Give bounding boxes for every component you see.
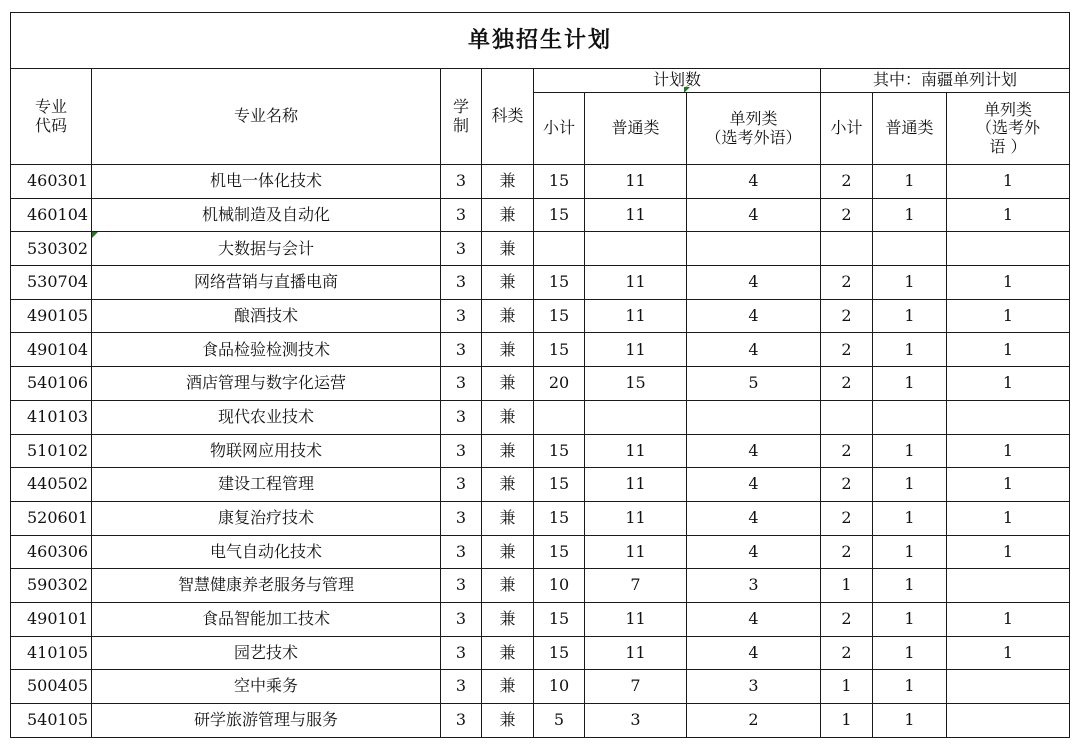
cell-code: 540106 <box>11 367 92 401</box>
cell-duration: 3 <box>441 198 482 232</box>
table-row <box>11 704 1070 738</box>
cell-duration: 3 <box>441 232 482 266</box>
cell-nj-separate <box>947 232 1070 266</box>
cell-duration: 3 <box>441 501 482 535</box>
cell-nj-separate: 1 <box>947 165 1070 199</box>
cell-category: 兼 <box>482 299 534 333</box>
cell-nj-separate: 1 <box>947 367 1070 401</box>
cell-nj-subtotal <box>821 232 873 266</box>
cell-category: 兼 <box>482 434 534 468</box>
header-plan-group <box>534 69 821 93</box>
cell-name: 空中乘务 <box>92 670 441 704</box>
cell-nj-separate: 1 <box>947 468 1070 502</box>
table-row <box>11 468 1070 502</box>
cell-name: 食品检验检测技术 <box>92 333 441 367</box>
cell-nj-subtotal <box>821 400 873 434</box>
cell-category: 兼 <box>482 636 534 670</box>
cell-duration: 3 <box>441 670 482 704</box>
cell-code: 500405 <box>11 670 92 704</box>
cell-nj-separate <box>947 704 1070 738</box>
cell-subtotal: 15 <box>534 535 585 569</box>
cell-nj-ordinary: 1 <box>873 468 947 502</box>
cell-duration: 3 <box>441 434 482 468</box>
cell-category: 兼 <box>482 670 534 704</box>
cell-separate: 3 <box>687 670 821 704</box>
cell-ordinary: 15 <box>585 367 687 401</box>
cell-separate: 2 <box>687 704 821 738</box>
cell-code: 410103 <box>11 400 92 434</box>
cell-duration: 3 <box>441 299 482 333</box>
cell-code: 460301 <box>11 165 92 199</box>
cell-ordinary <box>585 400 687 434</box>
cell-category: 兼 <box>482 198 534 232</box>
table-row <box>11 670 1070 704</box>
cell-category: 兼 <box>482 367 534 401</box>
cell-nj-subtotal: 1 <box>821 670 873 704</box>
table-row <box>11 266 1070 300</box>
cell-name: 机械制造及自动化 <box>92 198 441 232</box>
cell-name: 机电一体化技术 <box>92 165 441 199</box>
cell-nj-separate <box>947 400 1070 434</box>
cell-duration: 3 <box>441 333 482 367</box>
cell-code: 440502 <box>11 468 92 502</box>
cell-subtotal: 15 <box>534 165 585 199</box>
cell-category: 兼 <box>482 569 534 603</box>
cell-ordinary: 11 <box>585 535 687 569</box>
cell-nj-ordinary: 1 <box>873 636 947 670</box>
cell-ordinary: 11 <box>585 299 687 333</box>
cell-duration: 3 <box>441 602 482 636</box>
cell-nj-ordinary: 1 <box>873 501 947 535</box>
cell-nj-subtotal: 2 <box>821 198 873 232</box>
cell-category: 兼 <box>482 602 534 636</box>
cell-duration: 3 <box>441 468 482 502</box>
cell-nj-separate: 1 <box>947 636 1070 670</box>
cell-separate: 4 <box>687 501 821 535</box>
cell-separate: 4 <box>687 333 821 367</box>
header-nj-subtotal: 小计 <box>821 93 873 165</box>
cell-code: 410105 <box>11 636 92 670</box>
cell-separate: 4 <box>687 266 821 300</box>
cell-name: 研学旅游管理与服务 <box>92 704 441 738</box>
cell-subtotal: 15 <box>534 602 585 636</box>
cell-name: 酒店管理与数字化运营 <box>92 367 441 401</box>
cell-ordinary: 11 <box>585 501 687 535</box>
table-row <box>11 367 1070 401</box>
header-subtotal: 小计 <box>534 93 585 165</box>
cell-subtotal: 15 <box>534 468 585 502</box>
table-row <box>11 602 1070 636</box>
cell-category: 兼 <box>482 266 534 300</box>
cell-ordinary: 3 <box>585 704 687 738</box>
cell-name: 网络营销与直播电商 <box>92 266 441 300</box>
cell-subtotal <box>534 232 585 266</box>
cell-code: 530302 <box>11 232 92 266</box>
cell-nj-subtotal: 2 <box>821 367 873 401</box>
cell-subtotal: 15 <box>534 299 585 333</box>
enrollment-plan-table <box>10 12 1070 738</box>
cell-nj-subtotal: 2 <box>821 299 873 333</box>
table-row <box>11 165 1070 199</box>
cell-name: 物联网应用技术 <box>92 434 441 468</box>
cell-category: 兼 <box>482 400 534 434</box>
cell-subtotal: 15 <box>534 333 585 367</box>
cell-subtotal: 10 <box>534 670 585 704</box>
cell-duration: 3 <box>441 535 482 569</box>
cell-duration: 3 <box>441 569 482 603</box>
cell-ordinary: 11 <box>585 602 687 636</box>
cell-nj-ordinary: 1 <box>873 670 947 704</box>
cell-code: 540105 <box>11 704 92 738</box>
table-row <box>11 535 1070 569</box>
cell-nj-subtotal: 2 <box>821 501 873 535</box>
cell-ordinary: 11 <box>585 165 687 199</box>
cell-nj-ordinary: 1 <box>873 165 947 199</box>
plan-table-container <box>10 12 1069 738</box>
cell-nj-ordinary <box>873 232 947 266</box>
header-ordinary: 普通类 <box>585 93 687 165</box>
cell-code: 490104 <box>11 333 92 367</box>
cell-nj-subtotal: 2 <box>821 434 873 468</box>
cell-subtotal: 5 <box>534 704 585 738</box>
cell-nj-separate: 1 <box>947 602 1070 636</box>
cell-separate: 4 <box>687 602 821 636</box>
cell-code: 460306 <box>11 535 92 569</box>
cell-ordinary: 11 <box>585 636 687 670</box>
cell-code: 490105 <box>11 299 92 333</box>
cell-nj-ordinary: 1 <box>873 266 947 300</box>
cell-nj-separate <box>947 569 1070 603</box>
cell-name: 食品智能加工技术 <box>92 602 441 636</box>
table-row <box>11 569 1070 603</box>
cell-category: 兼 <box>482 501 534 535</box>
cell-subtotal <box>534 400 585 434</box>
table-row <box>11 232 1070 266</box>
cell-code: 510102 <box>11 434 92 468</box>
cell-category: 兼 <box>482 333 534 367</box>
cell-nj-subtotal: 2 <box>821 333 873 367</box>
cell-duration: 3 <box>441 266 482 300</box>
cell-name: 酿酒技术 <box>92 299 441 333</box>
cell-nj-ordinary: 1 <box>873 535 947 569</box>
cell-nj-ordinary: 1 <box>873 569 947 603</box>
cell-nj-ordinary: 1 <box>873 299 947 333</box>
cell-nj-ordinary: 1 <box>873 434 947 468</box>
cell-nj-subtotal: 2 <box>821 468 873 502</box>
table-row <box>11 333 1070 367</box>
cell-ordinary <box>585 232 687 266</box>
cell-separate: 4 <box>687 636 821 670</box>
header-category: 科类 <box>482 69 534 165</box>
cell-ordinary: 7 <box>585 569 687 603</box>
cell-separate <box>687 232 821 266</box>
cell-duration: 3 <box>441 165 482 199</box>
header-plan-group-label: 计划数 <box>652 70 701 90</box>
cell-category: 兼 <box>482 165 534 199</box>
cell-nj-subtotal: 1 <box>821 704 873 738</box>
cell-category: 兼 <box>482 468 534 502</box>
cell-separate: 4 <box>687 299 821 333</box>
cell-duration: 3 <box>441 367 482 401</box>
cell-nj-ordinary: 1 <box>873 704 947 738</box>
header-name: 专业名称 <box>92 69 441 165</box>
cell-nj-separate: 1 <box>947 299 1070 333</box>
table-row <box>11 400 1070 434</box>
cell-nj-separate: 1 <box>947 198 1070 232</box>
cell-ordinary: 11 <box>585 198 687 232</box>
header-separate: 单列类 （选考外语） <box>687 93 821 165</box>
table-row <box>11 501 1070 535</box>
cell-code: 530704 <box>11 266 92 300</box>
cell-duration: 3 <box>441 636 482 670</box>
cell-nj-ordinary: 1 <box>873 367 947 401</box>
cell-name: 现代农业技术 <box>92 400 441 434</box>
cell-separate: 5 <box>687 367 821 401</box>
cell-ordinary: 11 <box>585 266 687 300</box>
cell-nj-subtotal: 2 <box>821 602 873 636</box>
cell-nj-ordinary: 1 <box>873 333 947 367</box>
cell-separate: 4 <box>687 535 821 569</box>
cell-nj-separate: 1 <box>947 333 1070 367</box>
cell-separate: 4 <box>687 198 821 232</box>
cell-category: 兼 <box>482 535 534 569</box>
cell-subtotal: 15 <box>534 501 585 535</box>
cell-separate: 3 <box>687 569 821 603</box>
header-nj-ordinary: 普通类 <box>873 93 947 165</box>
comment-marker-icon <box>684 87 690 93</box>
header-nanjiang-group: 其中：南疆单列计划 <box>821 69 1070 93</box>
cell-separate: 4 <box>687 165 821 199</box>
cell-nj-separate: 1 <box>947 501 1070 535</box>
cell-nj-separate: 1 <box>947 434 1070 468</box>
cell-code: 490101 <box>11 602 92 636</box>
cell-category: 兼 <box>482 704 534 738</box>
cell-nj-subtotal: 2 <box>821 535 873 569</box>
cell-ordinary: 11 <box>585 468 687 502</box>
cell-ordinary: 11 <box>585 434 687 468</box>
cell-name: 智慧健康养老服务与管理 <box>92 569 441 603</box>
cell-nj-subtotal: 2 <box>821 636 873 670</box>
header-code: 专业 代码 <box>11 69 92 165</box>
cell-separate <box>687 400 821 434</box>
cell-nj-separate <box>947 670 1070 704</box>
cell-nj-ordinary: 1 <box>873 602 947 636</box>
cell-code: 590302 <box>11 569 92 603</box>
table-row <box>11 636 1070 670</box>
comment-marker-icon <box>92 232 98 238</box>
cell-nj-subtotal: 1 <box>821 569 873 603</box>
cell-subtotal: 15 <box>534 636 585 670</box>
cell-nj-separate: 1 <box>947 535 1070 569</box>
cell-ordinary: 11 <box>585 333 687 367</box>
cell-name: 园艺技术 <box>92 636 441 670</box>
cell-name: 建设工程管理 <box>92 468 441 502</box>
cell-subtotal: 10 <box>534 569 585 603</box>
cell-nj-ordinary: 1 <box>873 198 947 232</box>
cell-subtotal: 20 <box>534 367 585 401</box>
cell-separate: 4 <box>687 468 821 502</box>
cell-subtotal: 15 <box>534 266 585 300</box>
table-row <box>11 434 1070 468</box>
cell-subtotal: 15 <box>534 198 585 232</box>
cell-nj-separate: 1 <box>947 266 1070 300</box>
cell-name: 电气自动化技术 <box>92 535 441 569</box>
cell-separate: 4 <box>687 434 821 468</box>
cell-nj-ordinary <box>873 400 947 434</box>
cell-duration: 3 <box>441 704 482 738</box>
cell-category: 兼 <box>482 232 534 266</box>
cell-name: 康复治疗技术 <box>92 501 441 535</box>
table-row <box>11 299 1070 333</box>
table-title: 单独招生计划 <box>11 13 1070 69</box>
cell-nj-subtotal: 2 <box>821 165 873 199</box>
cell-duration: 3 <box>441 400 482 434</box>
cell-code: 520601 <box>11 501 92 535</box>
cell-ordinary: 7 <box>585 670 687 704</box>
header-duration: 学 制 <box>441 69 482 165</box>
header-nj-separate: 单列类 （选考外 语 ） <box>947 93 1070 165</box>
cell-name: 大数据与会计 <box>92 232 441 266</box>
cell-subtotal: 15 <box>534 434 585 468</box>
cell-code: 460104 <box>11 198 92 232</box>
cell-nj-subtotal: 2 <box>821 266 873 300</box>
table-row <box>11 198 1070 232</box>
